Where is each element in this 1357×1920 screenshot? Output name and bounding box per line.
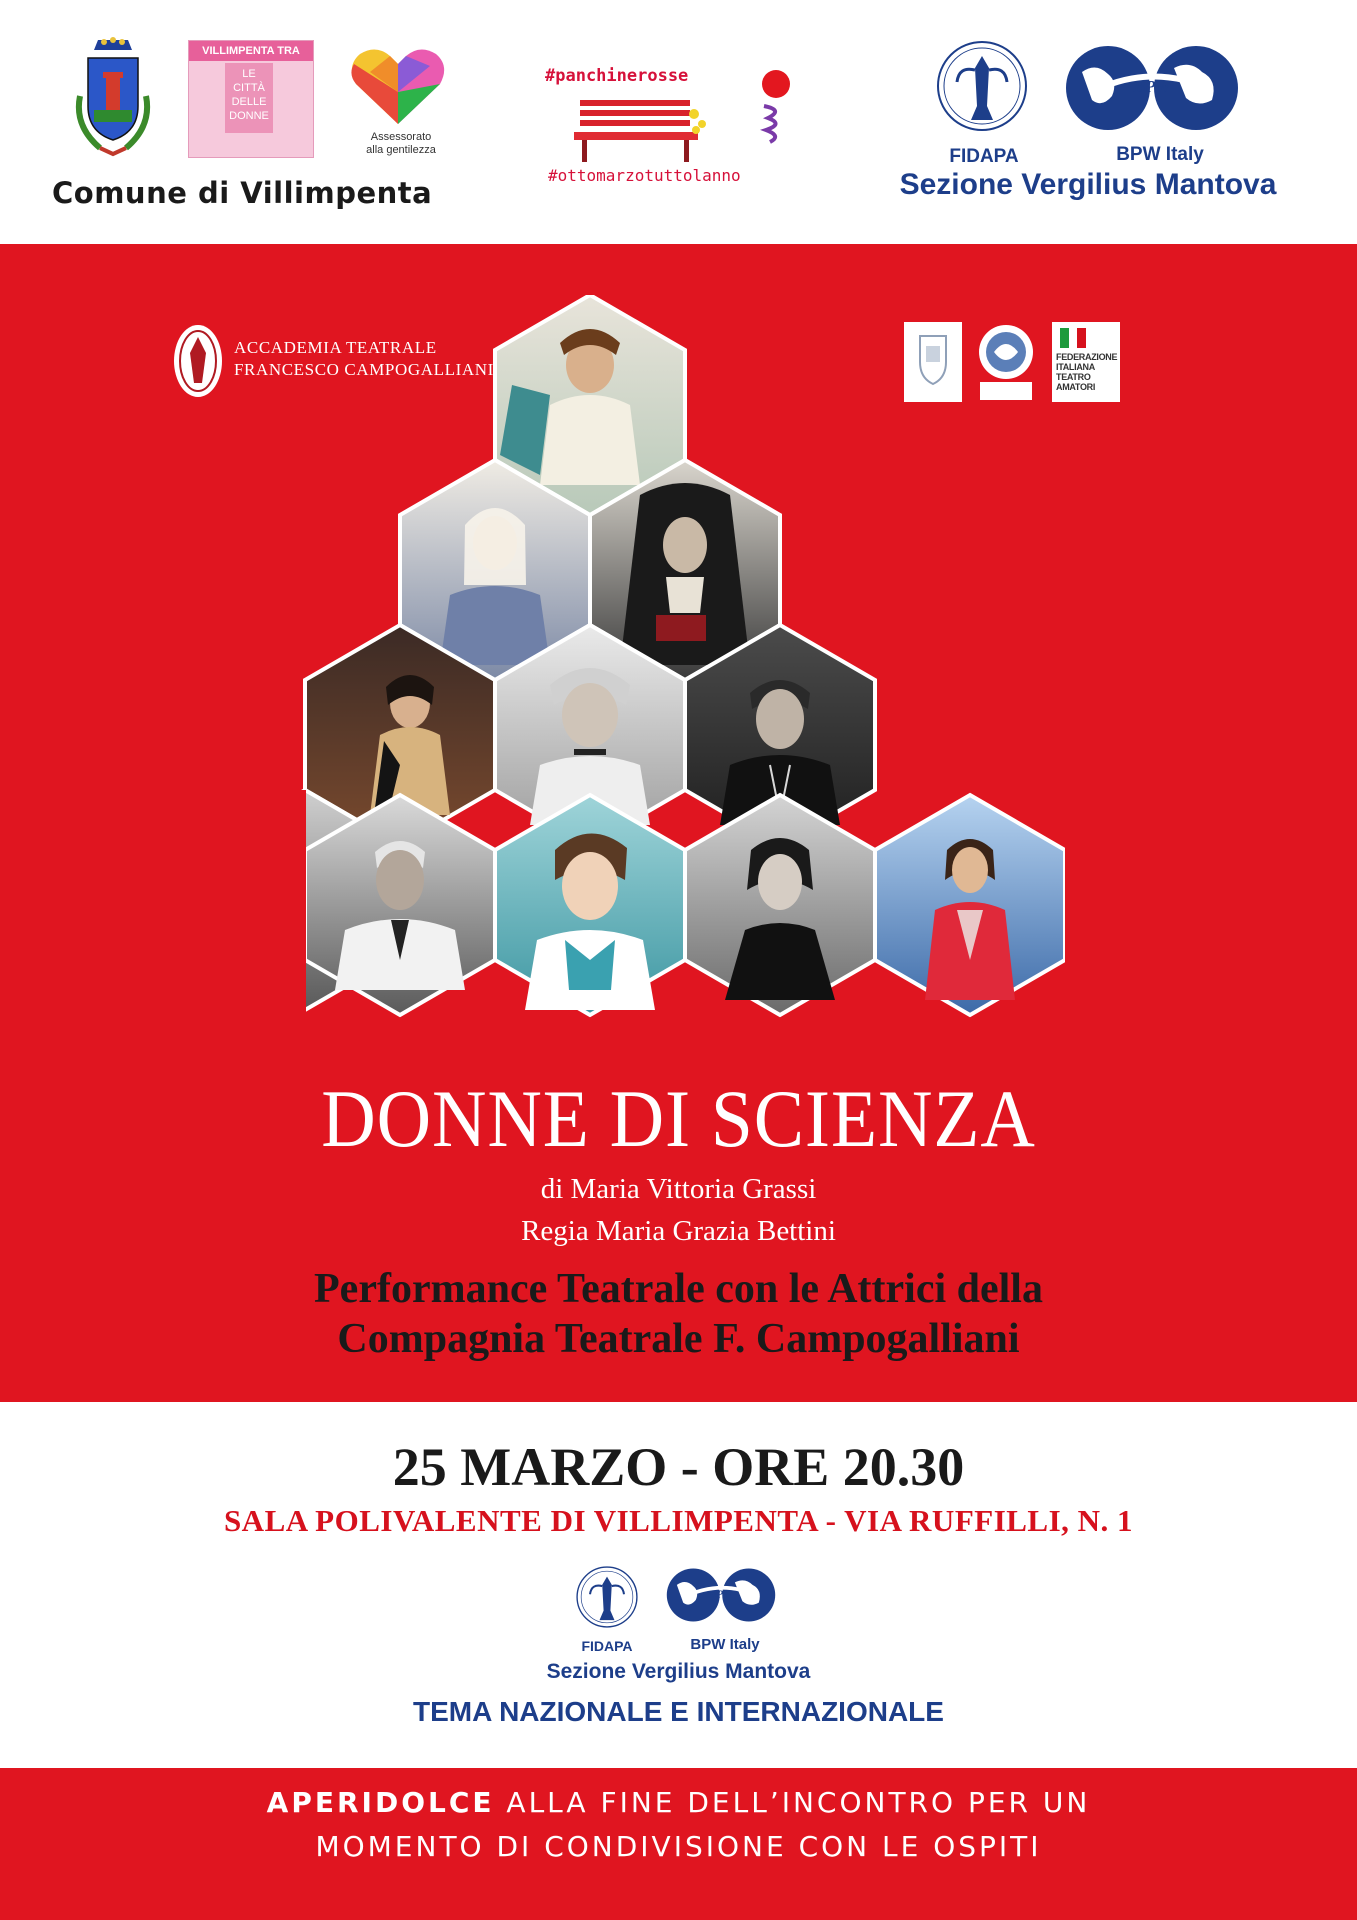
academy-line-2: FRANCESCO CAMPOGALLIANI <box>234 360 494 379</box>
sezione-header: Sezione Vergilius Mantova <box>899 168 1277 201</box>
footer-line-1-text: ALLA FINE DELL’INCONTRO PER UN <box>494 1786 1091 1819</box>
header-strip <box>0 0 1357 244</box>
theme-line: TEMA NAZIONALE E INTERNAZIONALE <box>413 1696 944 1727</box>
fidapa-emblem-icon <box>935 36 1029 136</box>
aperidolce-highlight: APERIDOLCE <box>266 1786 495 1819</box>
citta-word-4: DONNE <box>229 110 269 122</box>
fidapa-label-small: FIDAPA <box>581 1638 633 1654</box>
performance-line-2: Compagnia Teatrale F. Campogalliani <box>337 1316 1020 1362</box>
author-credit: di Maria Vittoria Grassi <box>540 1173 817 1205</box>
event-date-time: 25 MARZO - ORE 20.30 <box>392 1437 965 1497</box>
red-bench-icon <box>570 94 710 164</box>
portrait-hex-8 <box>305 795 495 1015</box>
municipality-name: Comune di Villimpenta <box>52 176 433 210</box>
academy-line-1: ACCADEMIA TEATRALE <box>234 338 437 357</box>
heart-gentilezza-icon <box>350 44 446 126</box>
director-credit: Regia Maria Grazia Bettini <box>521 1215 836 1247</box>
citta-word-3: DELLE <box>231 96 267 108</box>
bpw-globe-icon <box>1062 42 1242 134</box>
citta-word-2: CITTÀ <box>233 82 265 94</box>
fidapa-label: FIDAPA <box>949 146 1019 167</box>
performance-line-1: Performance Teatrale con le Attrici della <box>314 1266 1043 1312</box>
bpw-label: BPW Italy <box>1116 144 1204 165</box>
sezione-small: Sezione Vergilius Mantova <box>546 1660 811 1683</box>
portrait-hex-11 <box>875 795 1065 1015</box>
poster-title: DONNE DI SCIENZA <box>321 1073 1036 1164</box>
citta-delle-donne-logo <box>188 40 314 158</box>
footer-line-1 <box>0 1786 1357 1819</box>
ottomarzo-hashtag: #ottomarzotuttolanno <box>548 166 741 185</box>
footer-line-2: MOMENTO DI CONDIVISIONE CON LE OSPITI <box>315 1830 1042 1863</box>
stati-generali-donne-icon <box>744 66 804 162</box>
portrait-hex-10 <box>685 795 875 1015</box>
citta-logo-top: VILLIMPENTA TRA <box>189 41 313 61</box>
portrait-hex-9 <box>495 795 685 1015</box>
fita-text: FEDERAZIONE ITALIANA TEATRO AMATORI <box>1056 352 1118 392</box>
heart-caption-2: alla gentilezza <box>366 144 436 156</box>
villimpenta-crest-icon <box>70 36 156 160</box>
heart-caption-1: Assessorato <box>370 131 432 143</box>
bpw-globe-text: BPW <box>1133 77 1171 96</box>
fidapa-emblem-small-icon <box>574 1563 640 1631</box>
academy-seal-icon <box>172 323 224 399</box>
hex-mask <box>300 790 306 1025</box>
bpw-globe-small-text: BPW <box>709 1588 733 1601</box>
heart-caption <box>346 131 456 157</box>
portrait-hexagon-row-bottom <box>305 790 1065 1025</box>
panchinerosse-hashtag: #panchinerosse <box>545 66 689 86</box>
event-venue: SALA POLIVALENTE DI VILLIMPENTA - VIA RUFFILLI, N. 1 <box>223 1503 1134 1538</box>
citta-word-1: LE <box>242 68 256 80</box>
bpw-globe-small-icon <box>662 1566 780 1624</box>
citta-logo-words <box>225 63 273 133</box>
bpw-label-small: BPW Italy <box>690 1636 760 1653</box>
